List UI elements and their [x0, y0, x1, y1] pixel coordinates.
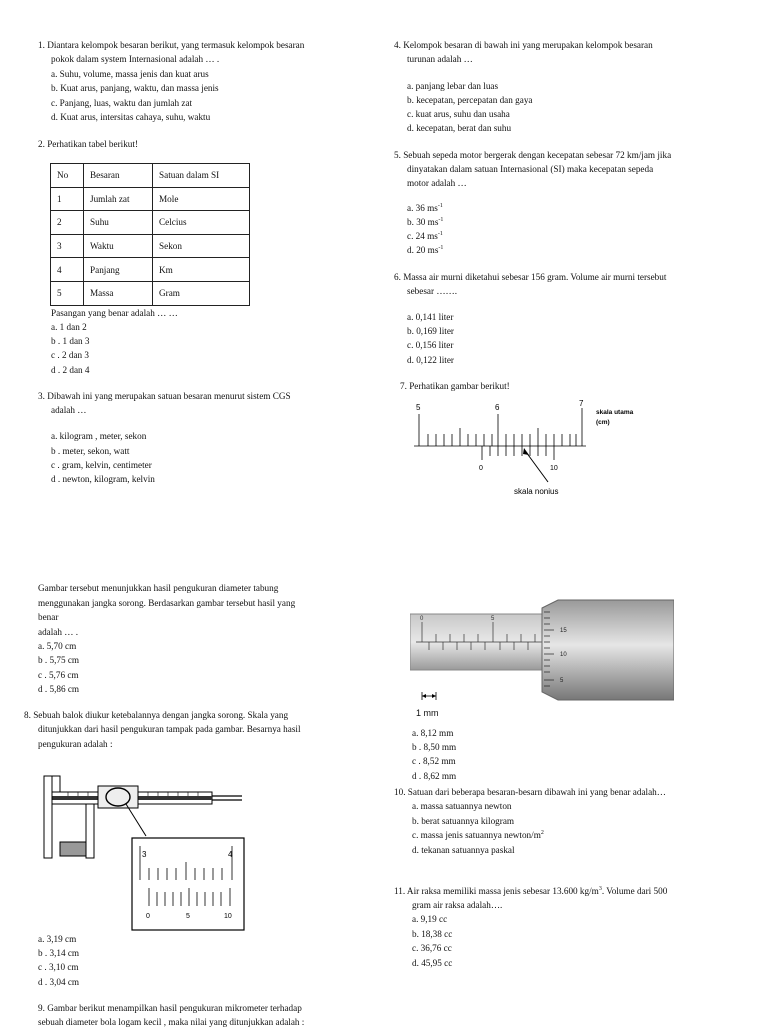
table-row [51, 234, 250, 258]
table-cell: Massa [84, 281, 153, 305]
vernier-nonius-label-0: 0 [479, 465, 483, 472]
table-cell: Gram [153, 281, 250, 305]
vernier-main-label-7: 7 [579, 399, 584, 408]
nonius-caption: skala nonius [514, 487, 559, 496]
q2-option-b: b . 1 dan 3 [51, 336, 90, 346]
table-cell: 4 [51, 258, 84, 282]
q2-table [50, 163, 250, 306]
q4-option-a: a. panjang lebar dan luas [407, 81, 499, 91]
micrometer-main-label-0: 0 [420, 616, 424, 622]
q2-option-a: a. 1 dan 2 [51, 322, 87, 332]
q10-stem: 10. Satuan dari beberapa besaran-besarn dibawah ini yang benar adalah… [394, 787, 666, 797]
q8-stem-3: pengukuran adalah : [38, 739, 113, 749]
caliper-vernier-label-0: 0 [146, 913, 150, 920]
q10-option-a: a. massa satuannya newton [412, 801, 512, 811]
q11-option-b: b. 18,38 cc [412, 929, 453, 939]
q8-option-d: d . 3,04 cm [38, 977, 80, 987]
table-cell: Jumlah zat [84, 187, 153, 211]
q4-stem-2: turunan adalah … [407, 54, 473, 64]
q1-option-c: c. Panjang, luas, waktu dan jumlah zat [51, 98, 193, 108]
q9-stem-2: sebuah diameter bola logam kecil , maka nilai yang ditunjukkan adalah : [38, 1017, 305, 1027]
table-cell: Celcius [153, 211, 250, 235]
q7-text-line-1: Gambar tersebut menunjukkan hasil pengukuran diameter tabung [38, 583, 279, 593]
q10-option-d: d. tekanan satuannya paskal [412, 845, 515, 855]
caliper-unit: cm [202, 799, 209, 805]
q11-option-a: a. 9,19 cc [412, 914, 448, 924]
table-cell: Sekon [153, 234, 250, 258]
table-cell: Mole [153, 187, 250, 211]
q1-stem: 1. Diantara kelompok besaran berikut, yang termasuk kelompok besaran [38, 40, 305, 50]
table-row [51, 211, 250, 235]
q9-option-a: a. 8,12 mm [412, 728, 454, 738]
caliper-figure [38, 756, 248, 934]
table-cell: 3 [51, 234, 84, 258]
q5-stem: 5. Sebuah sepeda motor bergerak dengan kecepatan sebesar 72 km/jam jika [394, 150, 672, 160]
q10-option-b: b. berat satuannya kilogram [412, 816, 515, 826]
q3-option-b: b . meter, sekon, watt [51, 446, 130, 456]
q2-stem: 2. Perhatikan tabel berikut! [38, 139, 139, 149]
q3-option-d: d . newton, kilogram, kelvin [51, 474, 155, 484]
table-cell: Panjang [84, 258, 153, 282]
q5-option-b: b. 30 $ms^{-1}$ [407, 216, 444, 227]
table-header: No [51, 164, 84, 188]
table-cell: Km [153, 258, 250, 282]
table-header-row [51, 164, 250, 188]
caliper-main-label-4: 4 [228, 850, 233, 859]
micrometer-figure [410, 594, 674, 720]
main-scale-caption: skala utama [596, 409, 634, 416]
q11-option-c: c. 36,76 cc [412, 943, 452, 953]
table-row [51, 258, 250, 282]
q2-option-c: c . 2 dan 3 [51, 350, 90, 360]
q4-option-d: d. kecepatan, berat dan suhu [407, 123, 512, 133]
q11-stem: 11. Air raksa memiliki massa jenis sebesar 13.600 $kg/m^3$. Volume dari 500 [394, 885, 668, 896]
q7-text-line-3: benar [38, 612, 59, 622]
q3-option-a: a. kilogram , meter, sekon [51, 431, 147, 441]
q4-option-c: c. kuat arus, suhu dan usaha [407, 109, 510, 119]
q1-option-a: a. Suhu, volume, massa jenis dan kuat arus [51, 69, 209, 79]
table-row [51, 187, 250, 211]
q3-stem-2: adalah … [51, 405, 87, 415]
caliper-main-label-3: 3 [142, 850, 147, 859]
q2-question: Pasangan yang benar adalah … … [51, 308, 178, 318]
table-row [51, 281, 250, 305]
q3-option-c: c . gram, kelvin, centimeter [51, 460, 152, 470]
q1-option-d: d. Kuat arus, intersitas cahaya, suhu, waktu [51, 112, 211, 122]
q5-stem-2: dinyatakan dalam satuan Internasional (SI) maka kecepatan sepeda [407, 164, 654, 174]
q8-option-c: c . 3,10 cm [38, 962, 79, 972]
table-cell: Waktu [84, 234, 153, 258]
q8-option-b: b . 3,14 cm [38, 948, 80, 958]
q6-option-c: c. 0,156 liter [407, 340, 454, 350]
q5-option-c: c. 24 $ms^{-1}$ [407, 230, 443, 241]
q2-option-d: d . 2 dan 4 [51, 365, 90, 375]
micrometer-caption: 1 mm [416, 708, 439, 718]
q5-option-d: d. 20 $ms^{-1}$ [407, 244, 444, 255]
vernier-main-label-6: 6 [495, 403, 500, 412]
q5-option-a: a. 36 $ms^{-1}$ [407, 202, 443, 213]
main-scale-unit: (cm) [596, 419, 610, 426]
thimble-label-15: 15 [560, 628, 567, 634]
q9-option-c: c . 8,52 mm [412, 756, 456, 766]
q6-stem-2: sebesar ……. [407, 286, 458, 296]
table-cell: 2 [51, 211, 84, 235]
q3-stem: 3. Dibawah ini yang merupakan satuan besaran menurut sistem CGS [38, 391, 291, 401]
q6-stem: 6. Massa air murni diketahui sebesar 156 gram. Volume air murni tersebut [394, 272, 667, 282]
q11-stem-2: gram air raksa adalah…. [412, 900, 503, 910]
table-cell: 1 [51, 187, 84, 211]
q7-option-d: d . 5,86 cm [38, 684, 80, 694]
table-header: Besaran [84, 164, 153, 188]
q8-option-a: a. 3,19 cm [38, 934, 77, 944]
q9-option-d: d . 8,62 mm [412, 771, 457, 781]
vernier-nonius-label-10: 10 [550, 465, 558, 472]
caliper-vernier-label-10: 10 [224, 913, 232, 920]
table-header: Satuan dalam SI [153, 164, 250, 188]
q4-stem: 4. Kelompok besaran di bawah ini yang merupakan kelompok besaran [394, 40, 653, 50]
q8-stem: 8. Sebuah balok diukur ketebalannya dengan jangka sorong. Skala yang [24, 710, 289, 720]
table-cell: 5 [51, 281, 84, 305]
q5-stem-3: motor adalah … [407, 178, 467, 188]
micrometer-main-label-5: 5 [491, 616, 495, 622]
q8-stem-2: ditunjukkan dari hasil pengukuran tampak pada gambar. Besarnya hasil [38, 724, 301, 734]
q7-stem: 7. Perhatikan gambar berikut! [400, 381, 510, 391]
q7-option-c: c . 5,76 cm [38, 670, 79, 680]
q7-option-b: b . 5,75 cm [38, 655, 80, 665]
thimble-label-10: 10 [560, 652, 567, 658]
caliper-vernier-label-5: 5 [186, 913, 190, 920]
q10-option-c: c. massa jenis satuannya newton/$m^2$ [412, 829, 544, 840]
q4-option-b: b. kecepatan, percepatan dan gaya [407, 95, 533, 105]
q11-option-d: d. 45,95 cc [412, 958, 453, 968]
q7-option-a: a. 5,70 cm [38, 641, 77, 651]
q7-text-line-4: adalah … . [38, 627, 79, 637]
q7-text-line-2: menggunakan jangka sorong. Berdasarkan gambar tersebut hasil yang [38, 598, 296, 608]
q6-option-d: d. 0,122 liter [407, 355, 454, 365]
q9-stem: 9. Gambar berikut menampilkan hasil pengukuran mikrometer terhadap [38, 1003, 302, 1013]
vernier-main-label-5: 5 [416, 403, 421, 412]
q9-option-b: b . 8,50 mm [412, 742, 457, 752]
q6-option-a: a. 0,141 liter [407, 312, 454, 322]
vernier-scale-figure [406, 398, 686, 500]
q6-option-b: b. 0,169 liter [407, 326, 454, 336]
thimble-label-5: 5 [560, 678, 564, 684]
table-cell: Suhu [84, 211, 153, 235]
q1-stem-2: pokok dalam system Internasional adalah … . [51, 54, 220, 64]
q1-option-b: b. Kuat arus, panjang, waktu, dan massa jenis [51, 83, 219, 93]
